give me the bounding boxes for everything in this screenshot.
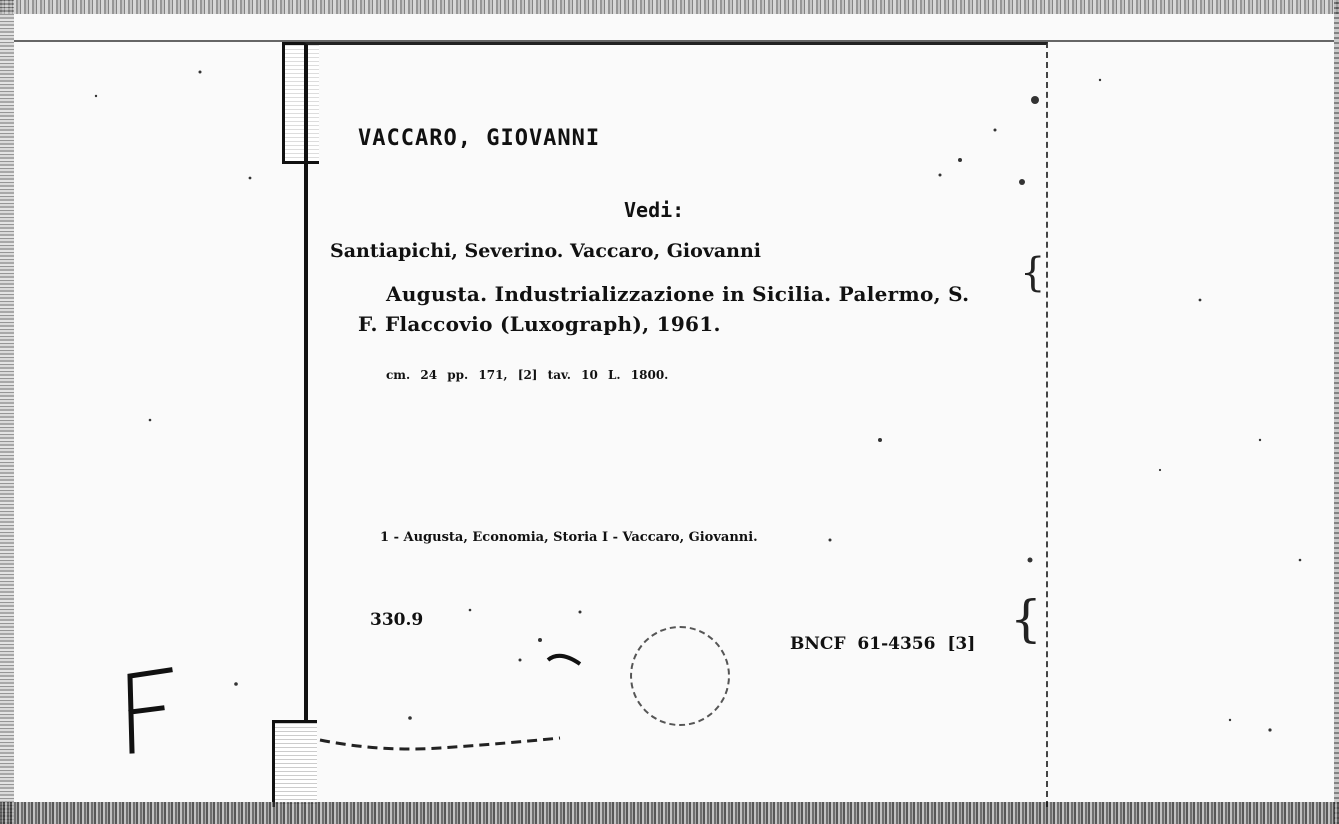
bracket-mark-icon: { xyxy=(1020,250,1046,296)
subject-tracings: 1 - Augusta, Economia, Storia I - Vaccaro, Giovanni. xyxy=(380,530,758,545)
authors-line: Santiapichi, Severino. Vaccaro, Giovanni xyxy=(330,240,762,262)
imprint-line: F. Flaccovio (Luxograph), 1961. xyxy=(358,312,721,336)
title-line: Augusta. Industrializzazione in Sicilia. Palermo, S. xyxy=(386,282,970,306)
scan-noise-bottom xyxy=(0,802,1339,824)
card-heading: VACCARO, GIOVANNI xyxy=(358,126,601,151)
library-accession-number: BNCF 61-4356 [3] xyxy=(790,634,976,654)
see-reference: Vedi: xyxy=(624,198,685,222)
class-number: 330.9 xyxy=(370,610,424,630)
physical-description: cm. 24 pp. 171, [2] tav. 10 L. 1800. xyxy=(386,368,669,382)
bracket-mark-icon: { xyxy=(1010,590,1042,648)
